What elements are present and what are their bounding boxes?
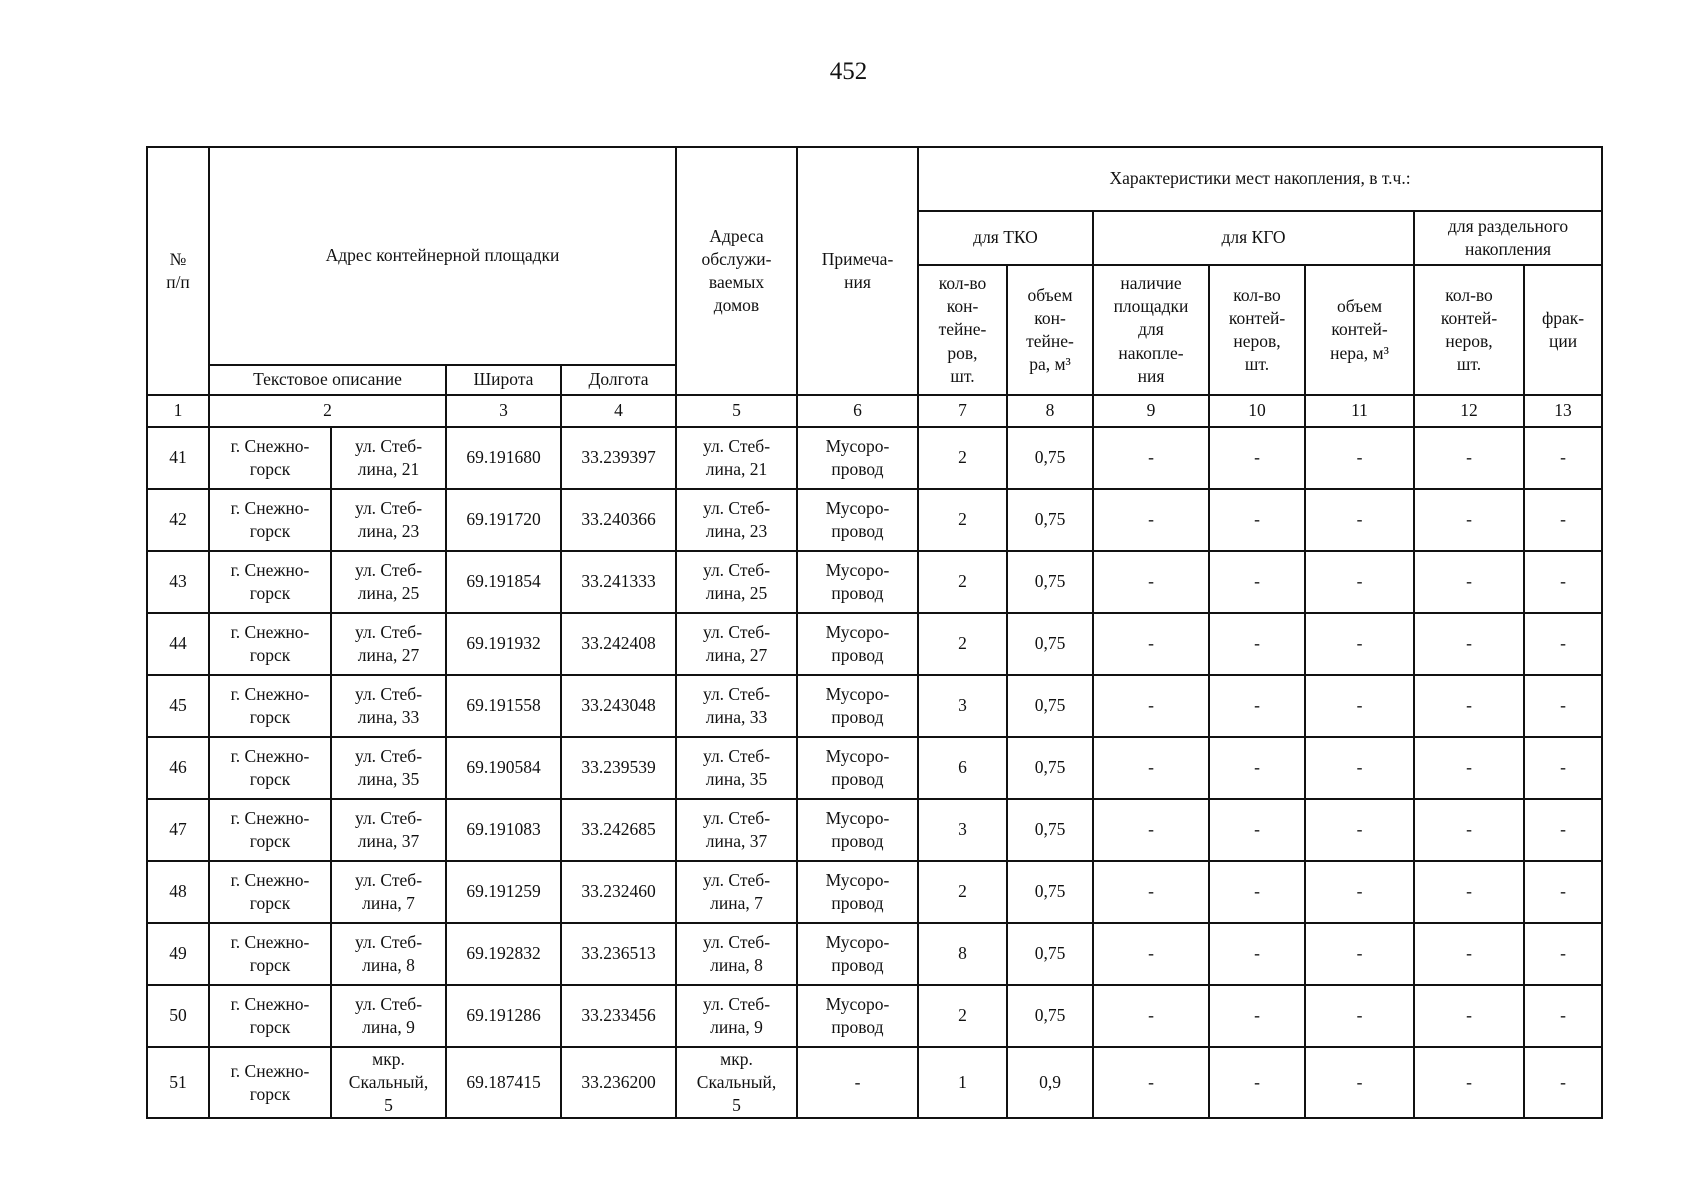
separate-count-cell: - <box>1414 737 1524 799</box>
row-number: 51 <box>147 1047 209 1118</box>
kgo-volume-cell: - <box>1305 427 1414 489</box>
table-row <box>147 613 1602 675</box>
served-address-cell: ул. Стеб- лина, 21 <box>676 427 797 489</box>
separate-count-cell: - <box>1414 551 1524 613</box>
header-notes: Примеча- ния <box>797 147 918 395</box>
kgo-site-cell: - <box>1093 675 1209 737</box>
city-cell: г. Снежно- горск <box>209 551 331 613</box>
kgo-count-cell: - <box>1209 737 1305 799</box>
kgo-volume-cell: - <box>1305 551 1414 613</box>
street-cell: ул. Стеб- лина, 27 <box>331 613 446 675</box>
header-kgo-volume: объем контей- нера, м³ <box>1305 265 1414 395</box>
header-fractions: фрак- ции <box>1524 265 1602 395</box>
kgo-site-cell: - <box>1093 923 1209 985</box>
header-separate-count: кол-во контей- неров, шт. <box>1414 265 1524 395</box>
served-address-cell: мкр. Скальный, 5 <box>676 1047 797 1118</box>
tko-count-cell: 1 <box>918 1047 1007 1118</box>
tko-volume-cell: 0,9 <box>1007 1047 1093 1118</box>
kgo-site-cell: - <box>1093 737 1209 799</box>
city-cell: г. Снежно- горск <box>209 613 331 675</box>
note-cell: Мусоро- провод <box>797 551 918 613</box>
kgo-count-cell: - <box>1209 489 1305 551</box>
column-number: 1 <box>147 395 209 427</box>
tko-volume-cell: 0,75 <box>1007 427 1093 489</box>
table-body <box>147 427 1602 1118</box>
street-cell: ул. Стеб- лина, 33 <box>331 675 446 737</box>
kgo-volume-cell: - <box>1305 737 1414 799</box>
kgo-count-cell: - <box>1209 799 1305 861</box>
served-address-cell: ул. Стеб- лина, 8 <box>676 923 797 985</box>
tko-count-cell: 2 <box>918 551 1007 613</box>
table-row <box>147 737 1602 799</box>
served-address-cell: ул. Стеб- лина, 25 <box>676 551 797 613</box>
latitude-cell: 69.191558 <box>446 675 561 737</box>
kgo-volume-cell: - <box>1305 489 1414 551</box>
kgo-site-cell: - <box>1093 799 1209 861</box>
street-cell: ул. Стеб- лина, 21 <box>331 427 446 489</box>
table-row <box>147 675 1602 737</box>
column-number: 7 <box>918 395 1007 427</box>
street-cell: ул. Стеб- лина, 9 <box>331 985 446 1047</box>
fractions-cell: - <box>1524 985 1602 1047</box>
header-served-addresses: Адреса обслужи- ваемых домов <box>676 147 797 395</box>
latitude-cell: 69.191854 <box>446 551 561 613</box>
table-row <box>147 923 1602 985</box>
kgo-volume-cell: - <box>1305 861 1414 923</box>
longitude-cell: 33.242685 <box>561 799 676 861</box>
kgo-site-cell: - <box>1093 489 1209 551</box>
kgo-count-cell: - <box>1209 861 1305 923</box>
row-number: 41 <box>147 427 209 489</box>
row-number: 43 <box>147 551 209 613</box>
tko-volume-cell: 0,75 <box>1007 799 1093 861</box>
kgo-count-cell: - <box>1209 1047 1305 1118</box>
longitude-cell: 33.239539 <box>561 737 676 799</box>
served-address-cell: ул. Стеб- лина, 23 <box>676 489 797 551</box>
kgo-count-cell: - <box>1209 427 1305 489</box>
column-number: 6 <box>797 395 918 427</box>
street-cell: ул. Стеб- лина, 8 <box>331 923 446 985</box>
column-number: 5 <box>676 395 797 427</box>
tko-volume-cell: 0,75 <box>1007 985 1093 1047</box>
city-cell: г. Снежно- горск <box>209 799 331 861</box>
note-cell: Мусоро- провод <box>797 985 918 1047</box>
note-cell: Мусоро- провод <box>797 613 918 675</box>
note-cell: Мусоро- провод <box>797 675 918 737</box>
latitude-cell: 69.191680 <box>446 427 561 489</box>
column-number: 4 <box>561 395 676 427</box>
tko-count-cell: 2 <box>918 861 1007 923</box>
kgo-volume-cell: - <box>1305 799 1414 861</box>
column-number: 10 <box>1209 395 1305 427</box>
table-row <box>147 799 1602 861</box>
column-number: 12 <box>1414 395 1524 427</box>
header-separate: для раздельного накопления <box>1414 211 1602 265</box>
separate-count-cell: - <box>1414 985 1524 1047</box>
tko-count-cell: 3 <box>918 675 1007 737</box>
latitude-cell: 69.191932 <box>446 613 561 675</box>
column-numbers-row <box>147 395 1602 427</box>
kgo-volume-cell: - <box>1305 923 1414 985</box>
note-cell: Мусоро- провод <box>797 489 918 551</box>
fractions-cell: - <box>1524 613 1602 675</box>
longitude-cell: 33.236513 <box>561 923 676 985</box>
kgo-site-cell: - <box>1093 1047 1209 1118</box>
column-number: 8 <box>1007 395 1093 427</box>
city-cell: г. Снежно- горск <box>209 861 331 923</box>
latitude-cell: 69.191259 <box>446 861 561 923</box>
city-cell: г. Снежно- горск <box>209 427 331 489</box>
fractions-cell: - <box>1524 923 1602 985</box>
fractions-cell: - <box>1524 551 1602 613</box>
fractions-cell: - <box>1524 427 1602 489</box>
served-address-cell: ул. Стеб- лина, 37 <box>676 799 797 861</box>
longitude-cell: 33.232460 <box>561 861 676 923</box>
separate-count-cell: - <box>1414 1047 1524 1118</box>
table-row <box>147 427 1602 489</box>
longitude-cell: 33.240366 <box>561 489 676 551</box>
kgo-count-cell: - <box>1209 613 1305 675</box>
header-kgo: для КГО <box>1093 211 1414 265</box>
tko-volume-cell: 0,75 <box>1007 861 1093 923</box>
tko-count-cell: 2 <box>918 985 1007 1047</box>
table-row <box>147 985 1602 1047</box>
tko-count-cell: 8 <box>918 923 1007 985</box>
kgo-count-cell: - <box>1209 551 1305 613</box>
column-number: 13 <box>1524 395 1602 427</box>
header-tko: для ТКО <box>918 211 1093 265</box>
city-cell: г. Снежно- горск <box>209 737 331 799</box>
street-cell: ул. Стеб- лина, 25 <box>331 551 446 613</box>
city-cell: г. Снежно- горск <box>209 923 331 985</box>
header-tko-volume: объем кон- тейне- ра, м³ <box>1007 265 1093 395</box>
city-cell: г. Снежно- горск <box>209 489 331 551</box>
served-address-cell: ул. Стеб- лина, 7 <box>676 861 797 923</box>
street-cell: ул. Стеб- лина, 23 <box>331 489 446 551</box>
separate-count-cell: - <box>1414 427 1524 489</box>
row-number: 46 <box>147 737 209 799</box>
kgo-site-cell: - <box>1093 985 1209 1047</box>
header-kgo-site: наличие площадки для накопле- ния <box>1093 265 1209 395</box>
kgo-site-cell: - <box>1093 613 1209 675</box>
kgo-site-cell: - <box>1093 861 1209 923</box>
kgo-count-cell: - <box>1209 985 1305 1047</box>
fractions-cell: - <box>1524 861 1602 923</box>
street-cell: ул. Стеб- лина, 35 <box>331 737 446 799</box>
column-number: 11 <box>1305 395 1414 427</box>
street-cell: ул. Стеб- лина, 7 <box>331 861 446 923</box>
longitude-cell: 33.239397 <box>561 427 676 489</box>
note-cell: - <box>797 1047 918 1118</box>
table-row <box>147 489 1602 551</box>
separate-count-cell: - <box>1414 489 1524 551</box>
header-address: Адрес контейнерной площадки <box>209 147 676 365</box>
header-longitude: Долгота <box>561 365 676 395</box>
longitude-cell: 33.241333 <box>561 551 676 613</box>
table-row <box>147 1047 1602 1118</box>
tko-volume-cell: 0,75 <box>1007 613 1093 675</box>
tko-volume-cell: 0,75 <box>1007 737 1093 799</box>
longitude-cell: 33.243048 <box>561 675 676 737</box>
row-number: 50 <box>147 985 209 1047</box>
page-number: 452 <box>829 58 868 85</box>
table-row <box>147 861 1602 923</box>
street-cell: мкр. Скальный, 5 <box>331 1047 446 1118</box>
note-cell: Мусоро- провод <box>797 427 918 489</box>
row-number: 47 <box>147 799 209 861</box>
served-address-cell: ул. Стеб- лина, 35 <box>676 737 797 799</box>
fractions-cell: - <box>1524 737 1602 799</box>
fractions-cell: - <box>1524 675 1602 737</box>
column-number: 9 <box>1093 395 1209 427</box>
kgo-count-cell: - <box>1209 675 1305 737</box>
kgo-site-cell: - <box>1093 551 1209 613</box>
header-characteristics: Характеристики мест накопления, в т.ч.: <box>918 147 1602 211</box>
tko-count-cell: 2 <box>918 427 1007 489</box>
row-number: 42 <box>147 489 209 551</box>
latitude-cell: 69.192832 <box>446 923 561 985</box>
kgo-volume-cell: - <box>1305 613 1414 675</box>
kgo-volume-cell: - <box>1305 1047 1414 1118</box>
city-cell: г. Снежно- горск <box>209 675 331 737</box>
served-address-cell: ул. Стеб- лина, 33 <box>676 675 797 737</box>
longitude-cell: 33.233456 <box>561 985 676 1047</box>
separate-count-cell: - <box>1414 613 1524 675</box>
latitude-cell: 69.191083 <box>446 799 561 861</box>
city-cell: г. Снежно- горск <box>209 1047 331 1118</box>
note-cell: Мусоро- провод <box>797 799 918 861</box>
tko-count-cell: 2 <box>918 613 1007 675</box>
fractions-cell: - <box>1524 799 1602 861</box>
longitude-cell: 33.242408 <box>561 613 676 675</box>
tko-count-cell: 2 <box>918 489 1007 551</box>
column-number: 3 <box>446 395 561 427</box>
row-number: 45 <box>147 675 209 737</box>
latitude-cell: 69.191286 <box>446 985 561 1047</box>
served-address-cell: ул. Стеб- лина, 27 <box>676 613 797 675</box>
tko-count-cell: 6 <box>918 737 1007 799</box>
tko-count-cell: 3 <box>918 799 1007 861</box>
header-kgo-count: кол-во контей- неров, шт. <box>1209 265 1305 395</box>
header-latitude: Широта <box>446 365 561 395</box>
latitude-cell: 69.191720 <box>446 489 561 551</box>
note-cell: Мусоро- провод <box>797 861 918 923</box>
header-text-description: Текстовое описание <box>209 365 446 395</box>
fractions-cell: - <box>1524 1047 1602 1118</box>
note-cell: Мусоро- провод <box>797 737 918 799</box>
longitude-cell: 33.236200 <box>561 1047 676 1118</box>
kgo-site-cell: - <box>1093 427 1209 489</box>
latitude-cell: 69.187415 <box>446 1047 561 1118</box>
kgo-count-cell: - <box>1209 923 1305 985</box>
header-row-number: № п/п <box>147 147 209 395</box>
row-number: 44 <box>147 613 209 675</box>
note-cell: Мусоро- провод <box>797 923 918 985</box>
separate-count-cell: - <box>1414 923 1524 985</box>
city-cell: г. Снежно- горск <box>209 985 331 1047</box>
tko-volume-cell: 0,75 <box>1007 551 1093 613</box>
table-row <box>147 551 1602 613</box>
row-number: 49 <box>147 923 209 985</box>
container-sites-table <box>146 146 1603 1119</box>
latitude-cell: 69.190584 <box>446 737 561 799</box>
kgo-volume-cell: - <box>1305 675 1414 737</box>
separate-count-cell: - <box>1414 861 1524 923</box>
served-address-cell: ул. Стеб- лина, 9 <box>676 985 797 1047</box>
fractions-cell: - <box>1524 489 1602 551</box>
separate-count-cell: - <box>1414 799 1524 861</box>
header-tko-count: кол-во кон- тейне- ров, шт. <box>918 265 1007 395</box>
street-cell: ул. Стеб- лина, 37 <box>331 799 446 861</box>
tko-volume-cell: 0,75 <box>1007 489 1093 551</box>
kgo-volume-cell: - <box>1305 985 1414 1047</box>
column-number: 2 <box>209 395 446 427</box>
row-number: 48 <box>147 861 209 923</box>
separate-count-cell: - <box>1414 675 1524 737</box>
tko-volume-cell: 0,75 <box>1007 675 1093 737</box>
tko-volume-cell: 0,75 <box>1007 923 1093 985</box>
